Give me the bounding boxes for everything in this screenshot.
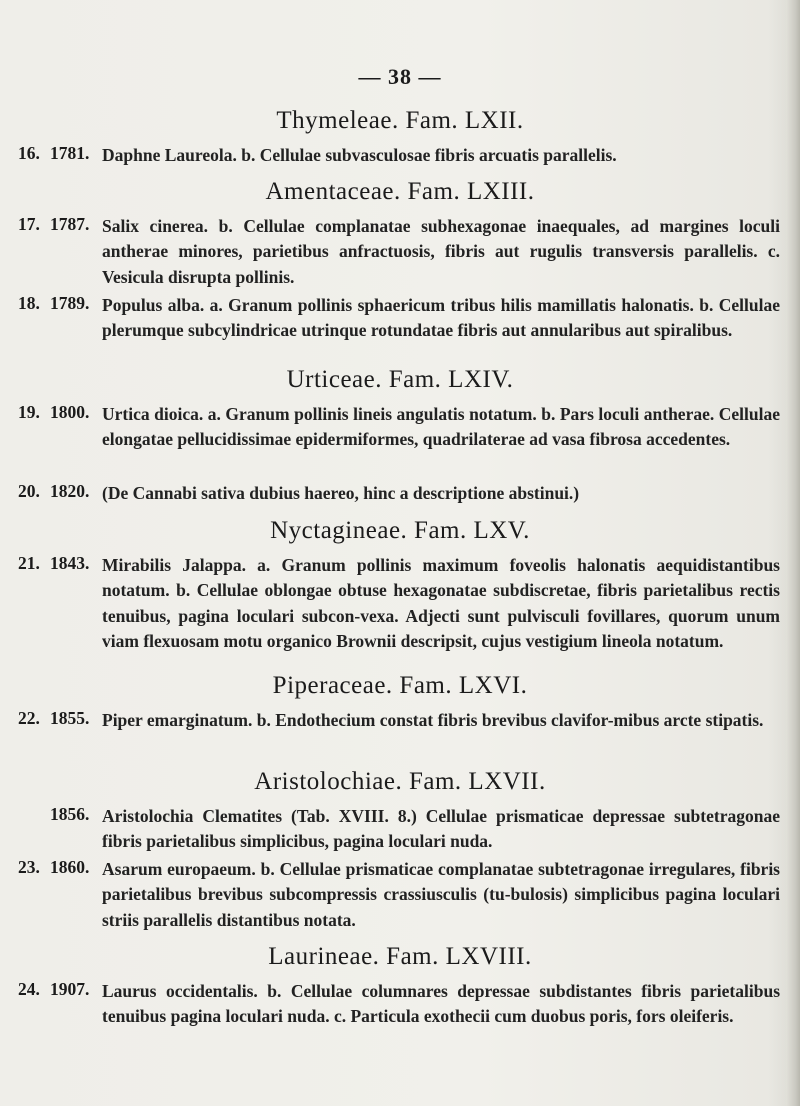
entry-year: 1855. bbox=[50, 708, 90, 728]
entry-year: 1781. bbox=[50, 143, 90, 163]
entry-year: 1860. bbox=[50, 857, 90, 877]
family-heading: Piperaceae. Fam. LXVI. bbox=[272, 672, 528, 699]
entry-year: 1800. bbox=[50, 402, 90, 422]
entry-year: 1907. bbox=[50, 979, 90, 999]
entry bbox=[18, 708, 780, 733]
entry bbox=[18, 553, 780, 654]
family-heading: Nyctagineae. Fam. LXV. bbox=[270, 517, 530, 544]
entry-text: Urtica dioica. a. Granum pollinis lineis angulatis notatum. b. Pars loculi antherae. Cellulae elongatae pellucidissimae epidermiformes, quadrilaterae ad vasa fibrosa accedentes. bbox=[102, 404, 780, 450]
entry bbox=[18, 214, 780, 290]
family-heading: Thymeleae. Fam. LXII. bbox=[276, 107, 524, 134]
family-heading: Amentaceae. Fam. LXIII. bbox=[265, 178, 535, 205]
family-heading: Aristolochiae. Fam. LXVII. bbox=[254, 768, 546, 795]
entry bbox=[18, 143, 780, 168]
entry-text: Aristolochia Clematites (Tab. XVIII. 8.) Cellulae prismaticae depressae subtetragonae fibris parietalibus simplicibus, pagina loculari nuda. bbox=[102, 806, 780, 852]
entry-number: 18. bbox=[18, 293, 40, 313]
entry-number: 20. bbox=[18, 481, 40, 501]
entry bbox=[18, 804, 780, 855]
entry-text: Laurus occidentalis. b. Cellulae columnares depressae subdistantes fibris parietalibus tenuibus pagina loculari nuda. c. Particula exothecii cum duobus poris, fors oleiferis. bbox=[102, 981, 780, 1027]
page-number: — 38 — bbox=[358, 64, 442, 89]
family-heading: Urticeae. Fam. LXIV. bbox=[286, 366, 514, 393]
entry-number: 19. bbox=[18, 402, 40, 422]
entry-year: 1789. bbox=[50, 293, 90, 313]
entry-year: 1820. bbox=[50, 481, 90, 501]
entry-text: Mirabilis Jalappa. a. Granum pollinis maximum foveolis halonatis aequidistantibus notatum. b. Cellulae oblongae obtuse hexagonatae subdiscretae, fibris parietalibus rectis tenuibus, pagina loculari subcon-vexa. Adjecti sunt pulvisculi fovillares, quorum unum viam flexuosam motu organico Brownii descripsit, cujus vestigium lineola notatum. bbox=[102, 555, 780, 651]
entry bbox=[18, 402, 780, 453]
entry-number: 21. bbox=[18, 553, 40, 573]
entry-number: 22. bbox=[18, 708, 40, 728]
entry bbox=[18, 293, 780, 344]
entry-number: 16. bbox=[18, 143, 40, 163]
entry bbox=[18, 481, 780, 506]
entry-text: Asarum europaeum. b. Cellulae prismaticae complanatae subtetragonae irregulares, fibris parietalibus brevibus subcompressis crassiusculis (tu-bulosis) simplicibus pagina loculari striis parallelis distantibus notata. bbox=[102, 859, 780, 930]
entry-number: 24. bbox=[18, 979, 40, 999]
family-heading: Laurineae. Fam. LXVIII. bbox=[268, 943, 532, 970]
entry-text: Piper emarginatum. b. Endothecium constat fibris brevibus clavifor-mibus arcte stipatis. bbox=[102, 710, 764, 730]
entry-number: 23. bbox=[18, 857, 40, 877]
entry bbox=[18, 979, 780, 1030]
page-edge-shadow bbox=[786, 0, 800, 1106]
entry-text: (De Cannabi sativa dubius haereo, hinc a descriptione abstinui.) bbox=[102, 483, 580, 503]
entry-year: 1856. bbox=[50, 804, 90, 824]
entry-text: Daphne Laureola. b. Cellulae subvasculosae fibris arcuatis parallelis. bbox=[102, 145, 617, 165]
entry-text: Salix cinerea. b. Cellulae complanatae subhexagonae inaequales, ad margines loculi antherae minores, parietibus anfractuosis, fibris aut rugulis transversis parallelis. c. Vesicula disrupta pollinis. bbox=[102, 216, 780, 287]
entry bbox=[18, 857, 780, 933]
entry-year: 1787. bbox=[50, 214, 90, 234]
entry-year: 1843. bbox=[50, 553, 90, 573]
entry-text: Populus alba. a. Granum pollinis sphaericum tribus hilis mamillatis halonatis. b. Cellulae plerumque subcylindricae utrinque rotundatae fibris aut annularibus aut spiralibus. bbox=[102, 295, 780, 341]
entry-number: 17. bbox=[18, 214, 40, 234]
